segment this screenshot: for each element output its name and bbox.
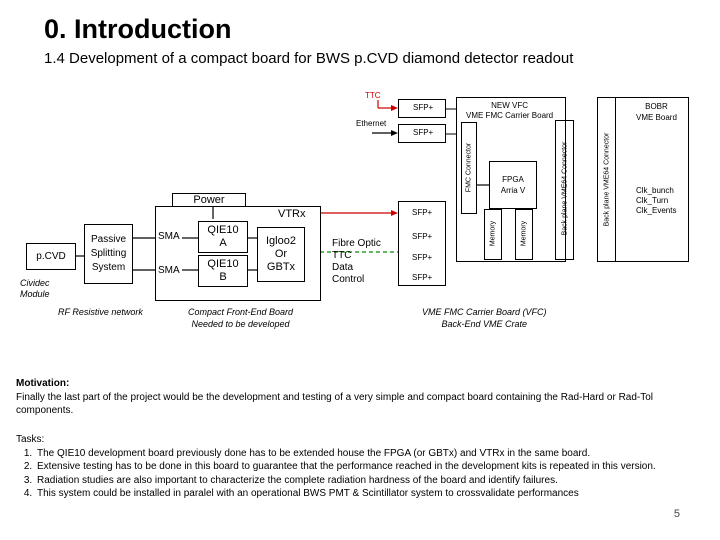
memory-1-label: Memory xyxy=(489,220,497,247)
page-subtitle: 1.4 Development of a compact board for BWS p.CVD diamond detector readout xyxy=(44,50,574,67)
task-item: 1. The QIE10 development board previously done has to be extended house the FPGA (or GBTx) and VTRx in the same board. xyxy=(35,447,706,461)
bobr-signals: Clk_bunch Clk_Turn Clk_Events xyxy=(636,186,677,215)
task-item: 4. This system could be installed in paralel with an operational BWS PMT & Scintillator system to crossvalidate performances xyxy=(35,487,706,501)
pcvd-box xyxy=(26,243,76,270)
memory-2-label: Memory xyxy=(520,220,528,247)
sfp-slot-2 xyxy=(398,124,446,143)
fpga-box xyxy=(489,161,537,209)
bobr-title: BOBR VME Board xyxy=(636,102,677,122)
ethernet-label: Ethernet xyxy=(356,119,387,128)
tasks-section xyxy=(16,433,706,501)
ttc-label: TTC xyxy=(365,91,381,100)
qie10-a-label: QIE10 A xyxy=(207,224,239,249)
sfp-label: SFP+ xyxy=(413,103,434,112)
power-box xyxy=(172,193,246,207)
backplane-connector-1-label: Back plane VME64 Connector xyxy=(561,141,569,236)
sfp-label: SFP+ xyxy=(412,273,433,282)
motivation-section xyxy=(16,377,706,418)
tasks-heading: Tasks: xyxy=(16,434,45,445)
cividec-label: Cividec Module xyxy=(20,278,50,299)
sfp-label: SFP+ xyxy=(412,232,433,241)
fibre-optic-label: Fibre Optic TTC Data Control xyxy=(332,238,381,285)
vfc-caption: VME FMC Carrier Board (VFC) Back-End VME Crate xyxy=(422,307,547,329)
rf-network-caption: RF Resistive network xyxy=(58,307,143,317)
qie10-b-label: QIE10 B xyxy=(207,258,239,283)
backplane-connector-2-label: Back plane VME64 Connector xyxy=(603,132,611,227)
sfp-label: SFP+ xyxy=(412,208,433,217)
qie10-b-box xyxy=(198,255,248,287)
fpga-label: FPGA Arria V xyxy=(500,175,526,195)
sma1-label: SMA xyxy=(158,231,180,242)
passive-splitting-label: Passive Splitting System xyxy=(90,234,127,273)
tasks-list xyxy=(16,447,706,501)
sfp-label: SFP+ xyxy=(412,253,433,262)
vtrx-label: VTRx xyxy=(278,208,306,220)
frontend-caption: Compact Front-End Board Needed to be developed xyxy=(188,307,294,329)
task-item: 2. Extensive testing has to be done in this board to guarantee that the performance reached in the development kits is repeated in this version. xyxy=(35,460,706,474)
igloo2-box xyxy=(257,227,305,282)
igloo2-label: Igloo2 Or GBTx xyxy=(266,235,296,273)
task-item: 3. Radiation studies are also important to characterize the complete radiation hardness of the board and identify failures. xyxy=(35,474,706,488)
page-number: 5 xyxy=(673,508,680,520)
motivation-heading: Motivation: xyxy=(16,378,70,389)
pcvd-label: p.CVD xyxy=(36,251,66,262)
page-title: 0. Introduction xyxy=(44,14,232,44)
power-label: Power xyxy=(193,194,225,206)
sfp-label: SFP+ xyxy=(413,128,434,137)
sma2-label: SMA xyxy=(158,265,180,276)
sfp-slot-1 xyxy=(398,99,446,118)
qie10-a-box xyxy=(198,221,248,253)
passive-splitting-box xyxy=(84,224,133,284)
fmc-connector-label: FMC Connector xyxy=(465,142,473,193)
motivation-text: Finally the last part of the project would be the development and testing of a very simple and compact board containing the Rad-Hard or Rad-Tol components. xyxy=(16,391,654,416)
vfc-title: NEW VFC VME FMC Carrier Board xyxy=(466,101,554,120)
